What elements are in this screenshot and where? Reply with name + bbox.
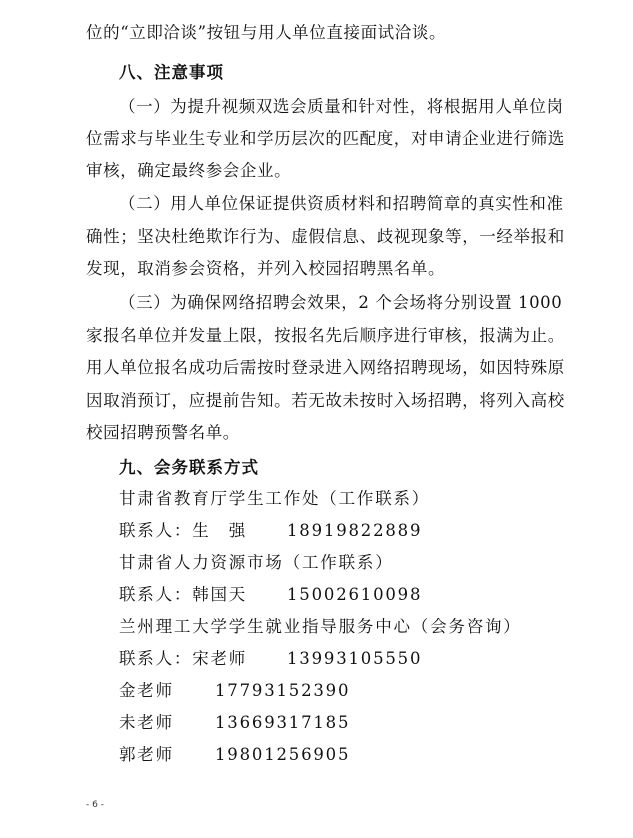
section-8-item-2-line: （二）用人单位保证提供资质材料和招聘简章的真实性和准	[119, 194, 564, 213]
contact-row-3	[119, 648, 422, 670]
contact-row-5	[119, 712, 350, 734]
section-8-item-3-line: （三）为确保网络招聘会效果，2 个会场将分别设置 1000	[119, 293, 563, 312]
section-8-item-2-line: 确性；坚决杜绝欺诈行为、虚假信息、歧视现象等，一经举报和	[86, 227, 565, 246]
contact-5-name: 未老师	[119, 713, 174, 732]
contact-5-phone: 13669317185	[215, 713, 351, 732]
page-number: - 6 -	[86, 800, 104, 810]
section-8-item-3-line: 用人单位报名成功后需按时登录进入网络招聘现场，如因特殊原	[86, 358, 565, 377]
contact-4-name: 金老师	[119, 681, 174, 700]
contact-6-phone: 19801256905	[215, 745, 351, 764]
section-8-heading: 八、注意事项	[119, 63, 224, 82]
section-8-item-2-line: 发现，取消参会资格，并列入校园招聘黑名单。	[86, 259, 446, 278]
contact-row-6	[119, 744, 350, 766]
contact-2-phone: 15002610098	[287, 585, 423, 604]
section-9-heading: 九、会务联系方式	[119, 458, 259, 477]
section-8-item-1-line: 位需求与毕业生专业和学历层次的匹配度，对申请企业进行筛选	[86, 129, 565, 148]
section-8-item-1-line: （一）为提升视频双选会质量和针对性，将根据用人单位岗	[119, 97, 564, 116]
contact-4-phone: 17793152390	[215, 681, 351, 700]
contact-org-3: 兰州理工大学学生就业指导服务中心（会务咨询）	[119, 617, 522, 636]
section-8-item-1-line: 审核，确定最终参会企业。	[86, 161, 292, 180]
contact-3-name: 联系人：宋老师	[119, 649, 248, 668]
contact-org-1: 甘肃省教育厅学生工作处（工作联系）	[119, 489, 431, 508]
contact-3-phone: 13993105550	[287, 649, 423, 668]
contact-row-2	[119, 584, 422, 606]
contact-1-name: 联系人：生 强	[119, 521, 248, 540]
contact-1-phone: 18919822889	[287, 521, 423, 540]
contact-6-name: 郭老师	[119, 745, 174, 764]
continued-paragraph-line: 位的“立即洽谈”按钮与用人单位直接面试洽谈。	[86, 23, 447, 42]
section-8-item-3-line: 因取消预订，应提前告知。若无故未按时入场招聘，将列入高校	[86, 391, 565, 410]
contact-2-name: 联系人：韩国天	[119, 585, 248, 604]
contact-row-1	[119, 520, 422, 542]
contact-row-4	[119, 680, 350, 702]
section-8-item-3-line: 校园招聘预警名单。	[86, 423, 240, 442]
section-8-item-3-line: 家报名单位并发量上限，按报名先后顺序进行审核，报满为止。	[86, 326, 565, 345]
contact-org-2: 甘肃省人力资源市场（工作联系）	[119, 553, 394, 572]
